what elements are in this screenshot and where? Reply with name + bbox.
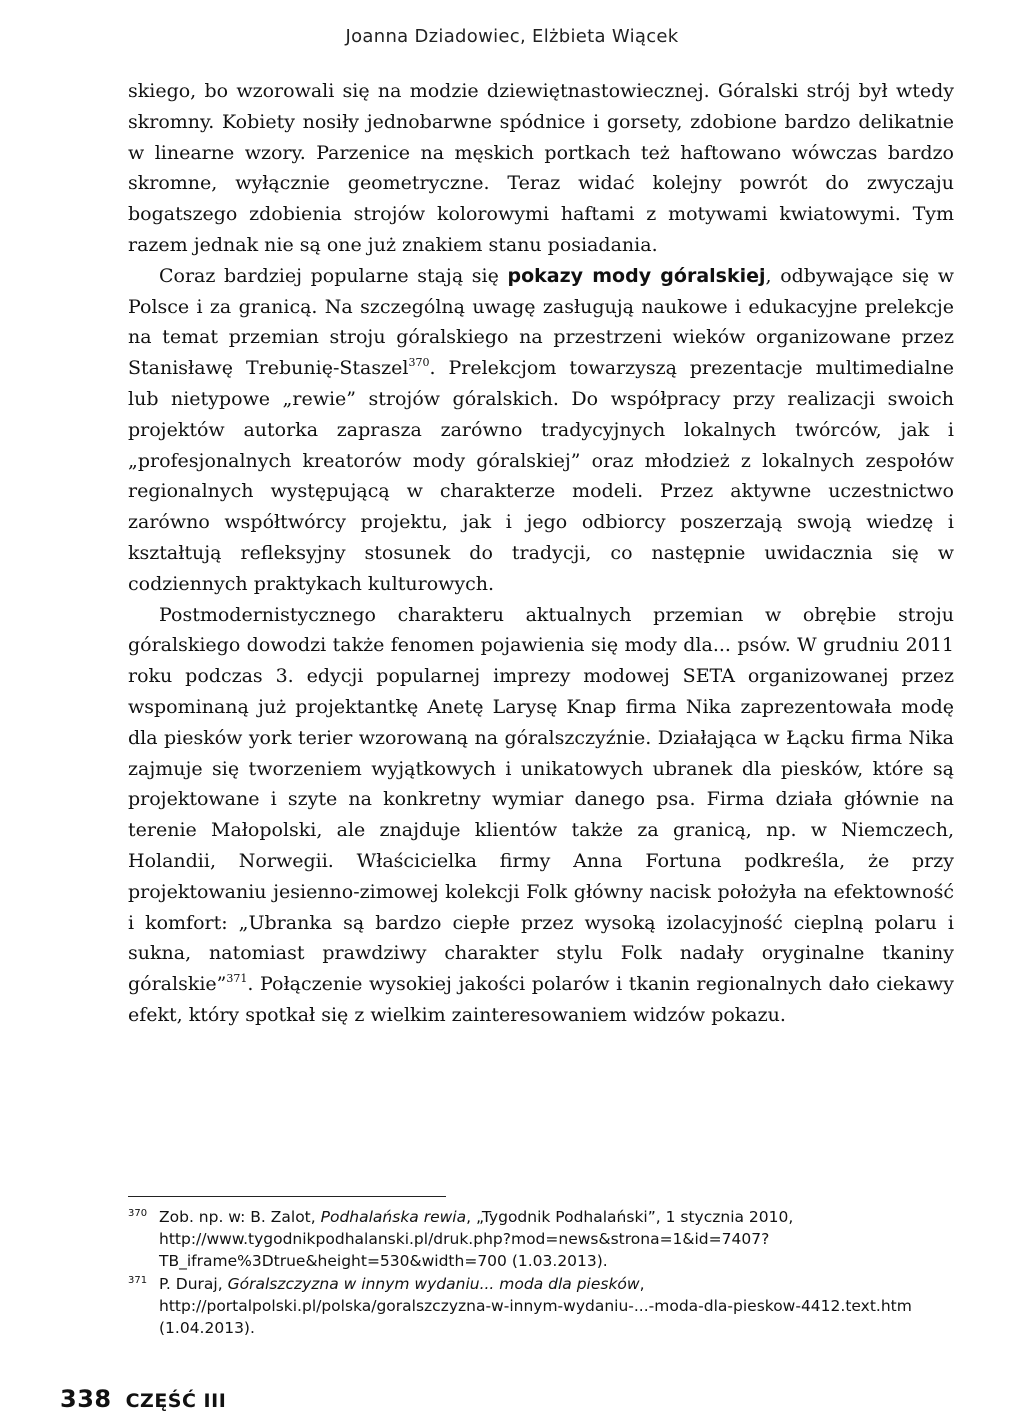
paragraph-2 <box>128 261 954 600</box>
footnote-number: 370 <box>128 1208 148 1219</box>
page-footer <box>60 1385 226 1413</box>
footnote-371 <box>128 1273 954 1339</box>
paragraph-2-text-c: . Prelekcjom towarzyszą prezentacje multimedialne lub nietypowe „rewie” strojów góralskich. Do współpracy przy realizacji swoich projektów autorka zaprasza zarówno tradycyjnych lokalnych twórców, jak i „profesjonalnych kreatorów mody góralskiej” oraz młodzież z lokalnych zespołów regionalnych występującą w charakterze modeli. Przez aktywne uczestnictwo zarówno współtwórcy projektu, jak i jego odbiorcy poszerzają swoją wiedzę i kształtują refleksyjny stosunek do tradycji, co następnie uwidacznia się w codziennych praktykach kulturowych. <box>128 357 955 595</box>
footnote-body <box>159 1206 954 1272</box>
part-label: CZĘŚĆ III <box>125 1390 227 1412</box>
page-number: 338 <box>60 1385 112 1413</box>
paragraph-1 <box>128 76 954 261</box>
paragraph-2-text-b: , odbywające się w Polsce i za granicą. Na szczególną uwagę zasługują naukowe i edukacyjne prelekcje na temat przemian stroju góralskiego na przestrzeni wieków organizowane przez Stanisławę Trebunię-Staszel <box>128 264 954 380</box>
footnote-link-text[interactable]: , http://portalpolski.pl/polska/goralszczyzna-w-innym-wydaniu-...-moda-dla-pieskow-4412.text.htm (1.04.2013). <box>159 1275 912 1337</box>
footnote-divider <box>128 1196 446 1197</box>
paragraph-3-text-a: Postmodernistycznego charakteru aktualnych przemian w obrębie stroju góralskiego dowodzi także fenomen pojawienia się mody dla... psów. W grudniu 2011 roku podczas 3. edycji popularnej imprezy modowej SETA organizowanej przez wspominaną już projektantkę Anetę Larysę Knap firma Nika zaprezentowała modę dla piesków york terier wzorowaną na góralszczyźnie. Działająca w Łącku firma Nika zajmuje się tworzeniem wyjątkowych i unikatowych ubranek dla piesków, które są projektowane i szyte na konkretny wymiar danego psa. Firma działa głównie na terenie Małopolski, ale znajduje klientów także za granicą, np. w Niemczech, Holandii, Norwegii. Właścicielka firmy Anna Fortuna podkreśla, że przy projektowaniu jesienno-zimowej kolekcji Folk główny nacisk położyła na efektowność i komfort: „Ubranka są bardzo ciepłe przez wysoką izolacyjność cieplną polaru i sukna, natomiast prawdziwy charakter stylu Folk nadały oryginalne tkaniny góralskie” <box>128 603 954 996</box>
footnote-ref-370[interactable]: 370 <box>408 356 430 370</box>
emphasis-fashion-shows: pokazy mody góralskiej <box>507 264 766 287</box>
footnote-text: P. Duraj, <box>159 1275 228 1293</box>
footnote-title: Góralszczyzna w innym wydaniu... moda dla piesków <box>227 1275 640 1293</box>
footnotes <box>128 1206 954 1340</box>
paragraph-2-text-a: Coraz bardziej popularne stają się <box>159 264 508 287</box>
paragraph-3-text-b: . Połączenie wysokiej jakości polarów i tkanin regionalnych dało ciekawy efekt, który spotkał się z wielkim zainteresowaniem widzów pokazu. <box>128 973 954 1026</box>
footnote-370 <box>128 1206 954 1272</box>
footnote-title: Podhalańska rewia <box>320 1208 467 1226</box>
footnote-number: 371 <box>128 1275 148 1286</box>
footnote-text: Zob. np. w: B. Zalot, <box>159 1208 321 1226</box>
running-head: Joanna Dziadowiec, Elżbieta Wiącek <box>345 26 679 47</box>
paragraph-3 <box>128 600 954 1031</box>
footnote-ref-371[interactable]: 371 <box>226 972 248 986</box>
main-text <box>128 76 954 1031</box>
paragraph-1-text: skiego, bo wzorowali się na modzie dziewiętnastowiecznej. Góralski strój był wtedy skromny. Kobiety nosiły jednobarwne spódnice i gorsety, zdobione bardzo delikatnie w linearne wzory. Parzenice na męskich portkach też haftowano wówczas bardzo skromne, wyłącznie geometryczne. Teraz widać kolejny powrót do zwyczaju bogatszego zdobienia strojów kolorowymi haftami z motywami kwiatowymi. Tym razem jednak nie są one już znakiem stanu posiadania. <box>128 80 954 256</box>
footnote-link-text[interactable]: , „Tygodnik Podhalański”, 1 stycznia 2010, http://www.tygodnikpodhalanski.pl/druk.php?mod=news&strona=1&id=7407?TB_iframe%3Dtrue&height=530&width=700 (1.03.2013). <box>159 1208 794 1270</box>
footnote-body <box>159 1273 954 1339</box>
